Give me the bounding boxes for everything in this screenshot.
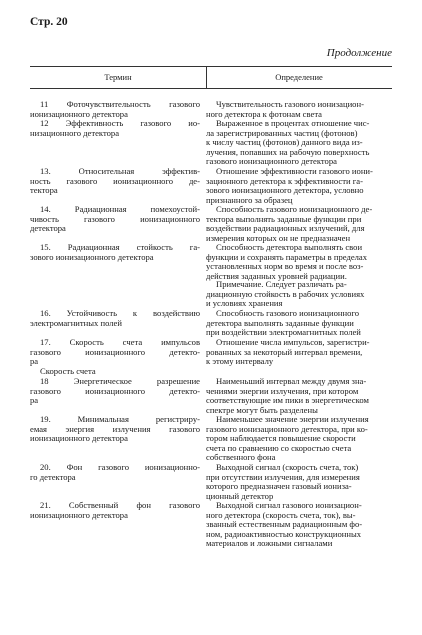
definition-cell-7: [206, 309, 392, 338]
term-line: го детектора: [30, 471, 76, 482]
definition-line: газового ионизационного детектора, при ко-: [206, 423, 368, 434]
term-line: 20. Фон газового ионизационно-: [40, 462, 200, 472]
definition-cell-6: [206, 280, 392, 309]
definition-line: при воздействии электромагнитных полей: [206, 327, 361, 338]
definition-line: собственного фона: [206, 452, 276, 463]
term-line: Скорость счета: [40, 366, 96, 376]
term-line: ра: [30, 356, 39, 367]
term-line: ионизационного детектора: [30, 509, 128, 520]
definition-cell-11: [206, 415, 392, 463]
term-line: зового ионизационного детектора: [30, 251, 154, 262]
definition-line: спектре могут быть разделены: [206, 404, 318, 415]
definition-line: Способность газового ионизационного де-: [216, 204, 373, 214]
term-line: 14. Радиационная помехоустой-: [40, 204, 200, 214]
term-cell-3: [30, 167, 200, 196]
term-line: чивость газового ионизационного: [30, 213, 200, 224]
continuation-label: Продолжение: [326, 47, 392, 59]
definition-line: Выходной сигнал газового ионизацион-: [216, 500, 362, 510]
term-line: ионизационного детектора: [30, 433, 128, 444]
definition-cell-5: [206, 243, 392, 281]
term-cell-1: [30, 100, 200, 119]
definition-line: к числу частиц (фотонов) данного вида из-: [206, 137, 363, 148]
definition-line: диационную стойкость в рабочих условиях: [206, 288, 365, 299]
definition-line: Способность детектора выполнять свои: [216, 242, 363, 252]
term-cell-10: [30, 377, 200, 406]
header-definition: Определение: [275, 72, 323, 82]
definition-line: которого предназначен газовый иониза-: [206, 481, 352, 492]
term-line: газового ионизационного детекто-: [30, 385, 200, 396]
term-line: 17. Скорость счета импульсов: [40, 337, 200, 347]
header-term: Термин: [104, 72, 132, 82]
definition-line: тектора выполнять заданные функции при: [206, 213, 362, 224]
definition-line: Способность газового ионизационного: [216, 308, 360, 318]
definition-line: и условиях хранения: [206, 298, 283, 309]
definition-cell-8: [206, 338, 392, 367]
definition-cell-10: [206, 377, 392, 415]
definition-cell-2: [206, 119, 392, 167]
term-cell-12: [30, 463, 200, 482]
definition-cell-13: [206, 501, 392, 549]
definition-line: при отсутствии излучения, для измерения: [206, 471, 360, 482]
definition-line: ном, радиоактивностью конструкционных: [206, 528, 362, 539]
definition-cell-1: [206, 100, 392, 119]
table-top-rule: [30, 66, 392, 67]
term-cell-4: [30, 205, 200, 234]
term-line: ность газового ионизационного де-: [30, 175, 200, 186]
definition-line: ла зарегистрированных частиц (фотонов): [206, 127, 358, 138]
definition-line: Выраженное в процентах отношение чис-: [216, 118, 370, 128]
term-line: 12 Эффективность газового ио-: [40, 118, 200, 128]
term-cell-2: [30, 119, 200, 138]
definition-line: соответствующие им пики в энергетическом: [206, 395, 369, 406]
definition-cell-12: [206, 463, 392, 501]
definition-line: званный естественным радиационным фо-: [206, 519, 363, 530]
definition-line: детектора выполнять заданные функции: [206, 317, 354, 328]
definition-line: счета по сравнению со скоростью счета: [206, 442, 352, 453]
definition-line: Отношение числа импульсов, зарегистри-: [216, 337, 370, 347]
definition-line: признанного за образец: [206, 194, 293, 205]
definition-line: Отношение эффективности газового иони-: [216, 166, 373, 176]
definition-line: Чувствительность газового ионизацион-: [216, 99, 364, 109]
definition-line: ного детектора к фотонам света: [206, 108, 322, 119]
definition-line: действия заданных уровней радиации.: [206, 270, 347, 281]
definition-line: воздействии радиационных излучений, для: [206, 223, 365, 234]
term-cell-5: [30, 243, 200, 262]
term-cell-13: [30, 501, 200, 520]
term-line: 18 Энергетическое разрешение: [40, 376, 200, 386]
term-cell-7: [30, 309, 200, 328]
definition-line: Выходной сигнал (скорость счета, ток): [216, 462, 359, 472]
definition-line: тором наблюдается повышение скорости: [206, 433, 356, 444]
definition-line: ного детектора (скорость счета, ток), вы-: [206, 509, 356, 520]
term-line: низационного детектора: [30, 127, 120, 138]
definition-line: к этому интервалу: [206, 356, 274, 367]
term-cell-8: [30, 338, 200, 367]
definition-cell-4: [206, 205, 392, 243]
term-line: тектора: [30, 185, 58, 196]
term-line: 13. Относительная эффектив-: [40, 166, 200, 176]
term-line: 16. Устойчивость к воздействию: [40, 308, 200, 318]
term-line: ионизационного детектора: [30, 108, 128, 119]
definition-line: материалов и ложными сигналами: [206, 538, 333, 549]
definition-line: рованных за некоторый интервал времени,: [206, 346, 363, 357]
term-line: 15. Радиационная стойкость га-: [40, 242, 200, 252]
header-bottom-rule: [30, 88, 392, 89]
term-line: 19. Минимальная регистриру-: [40, 414, 200, 424]
definition-line: Наименьший интервал между двумя зна-: [216, 376, 367, 386]
definition-line: газового ионизационного детектора: [206, 156, 337, 167]
term-line: ра: [30, 395, 39, 406]
term-line: емая энергия излучения газового: [30, 423, 200, 434]
page-number: Стр. 20: [30, 16, 68, 28]
definition-line: зового ионизационного детектора, условно: [206, 185, 364, 196]
definition-line: зационного детектора к эффективности га-: [206, 175, 363, 186]
definition-line: Примечание. Следует различать ра-: [216, 279, 347, 289]
definition-line: чениями энергии излучения, при котором: [206, 385, 359, 396]
term-line: 21. Собственный фон газового: [40, 500, 200, 510]
definition-line: измерения которых он не предназначен: [206, 232, 351, 243]
definition-line: функции и сохранять параметры в пределах: [206, 251, 368, 262]
term-cell-11: [30, 415, 200, 444]
definition-line: установленных норм во время и после воз-: [206, 261, 364, 272]
term-line: газового ионизационного детекто-: [30, 346, 200, 357]
term-line: детектора: [30, 223, 66, 234]
term-line: 11 Фоточувствительность газового: [40, 99, 200, 109]
definition-line: ционный детектор: [206, 490, 274, 501]
definition-line: Наименьшее значение энергии излучения: [216, 414, 369, 424]
definition-line: лучения, попавших на рабочую поверхность: [206, 146, 370, 157]
term-line: электромагнитных полей: [30, 317, 122, 328]
terms-table: [30, 66, 392, 623]
definition-cell-3: [206, 167, 392, 205]
